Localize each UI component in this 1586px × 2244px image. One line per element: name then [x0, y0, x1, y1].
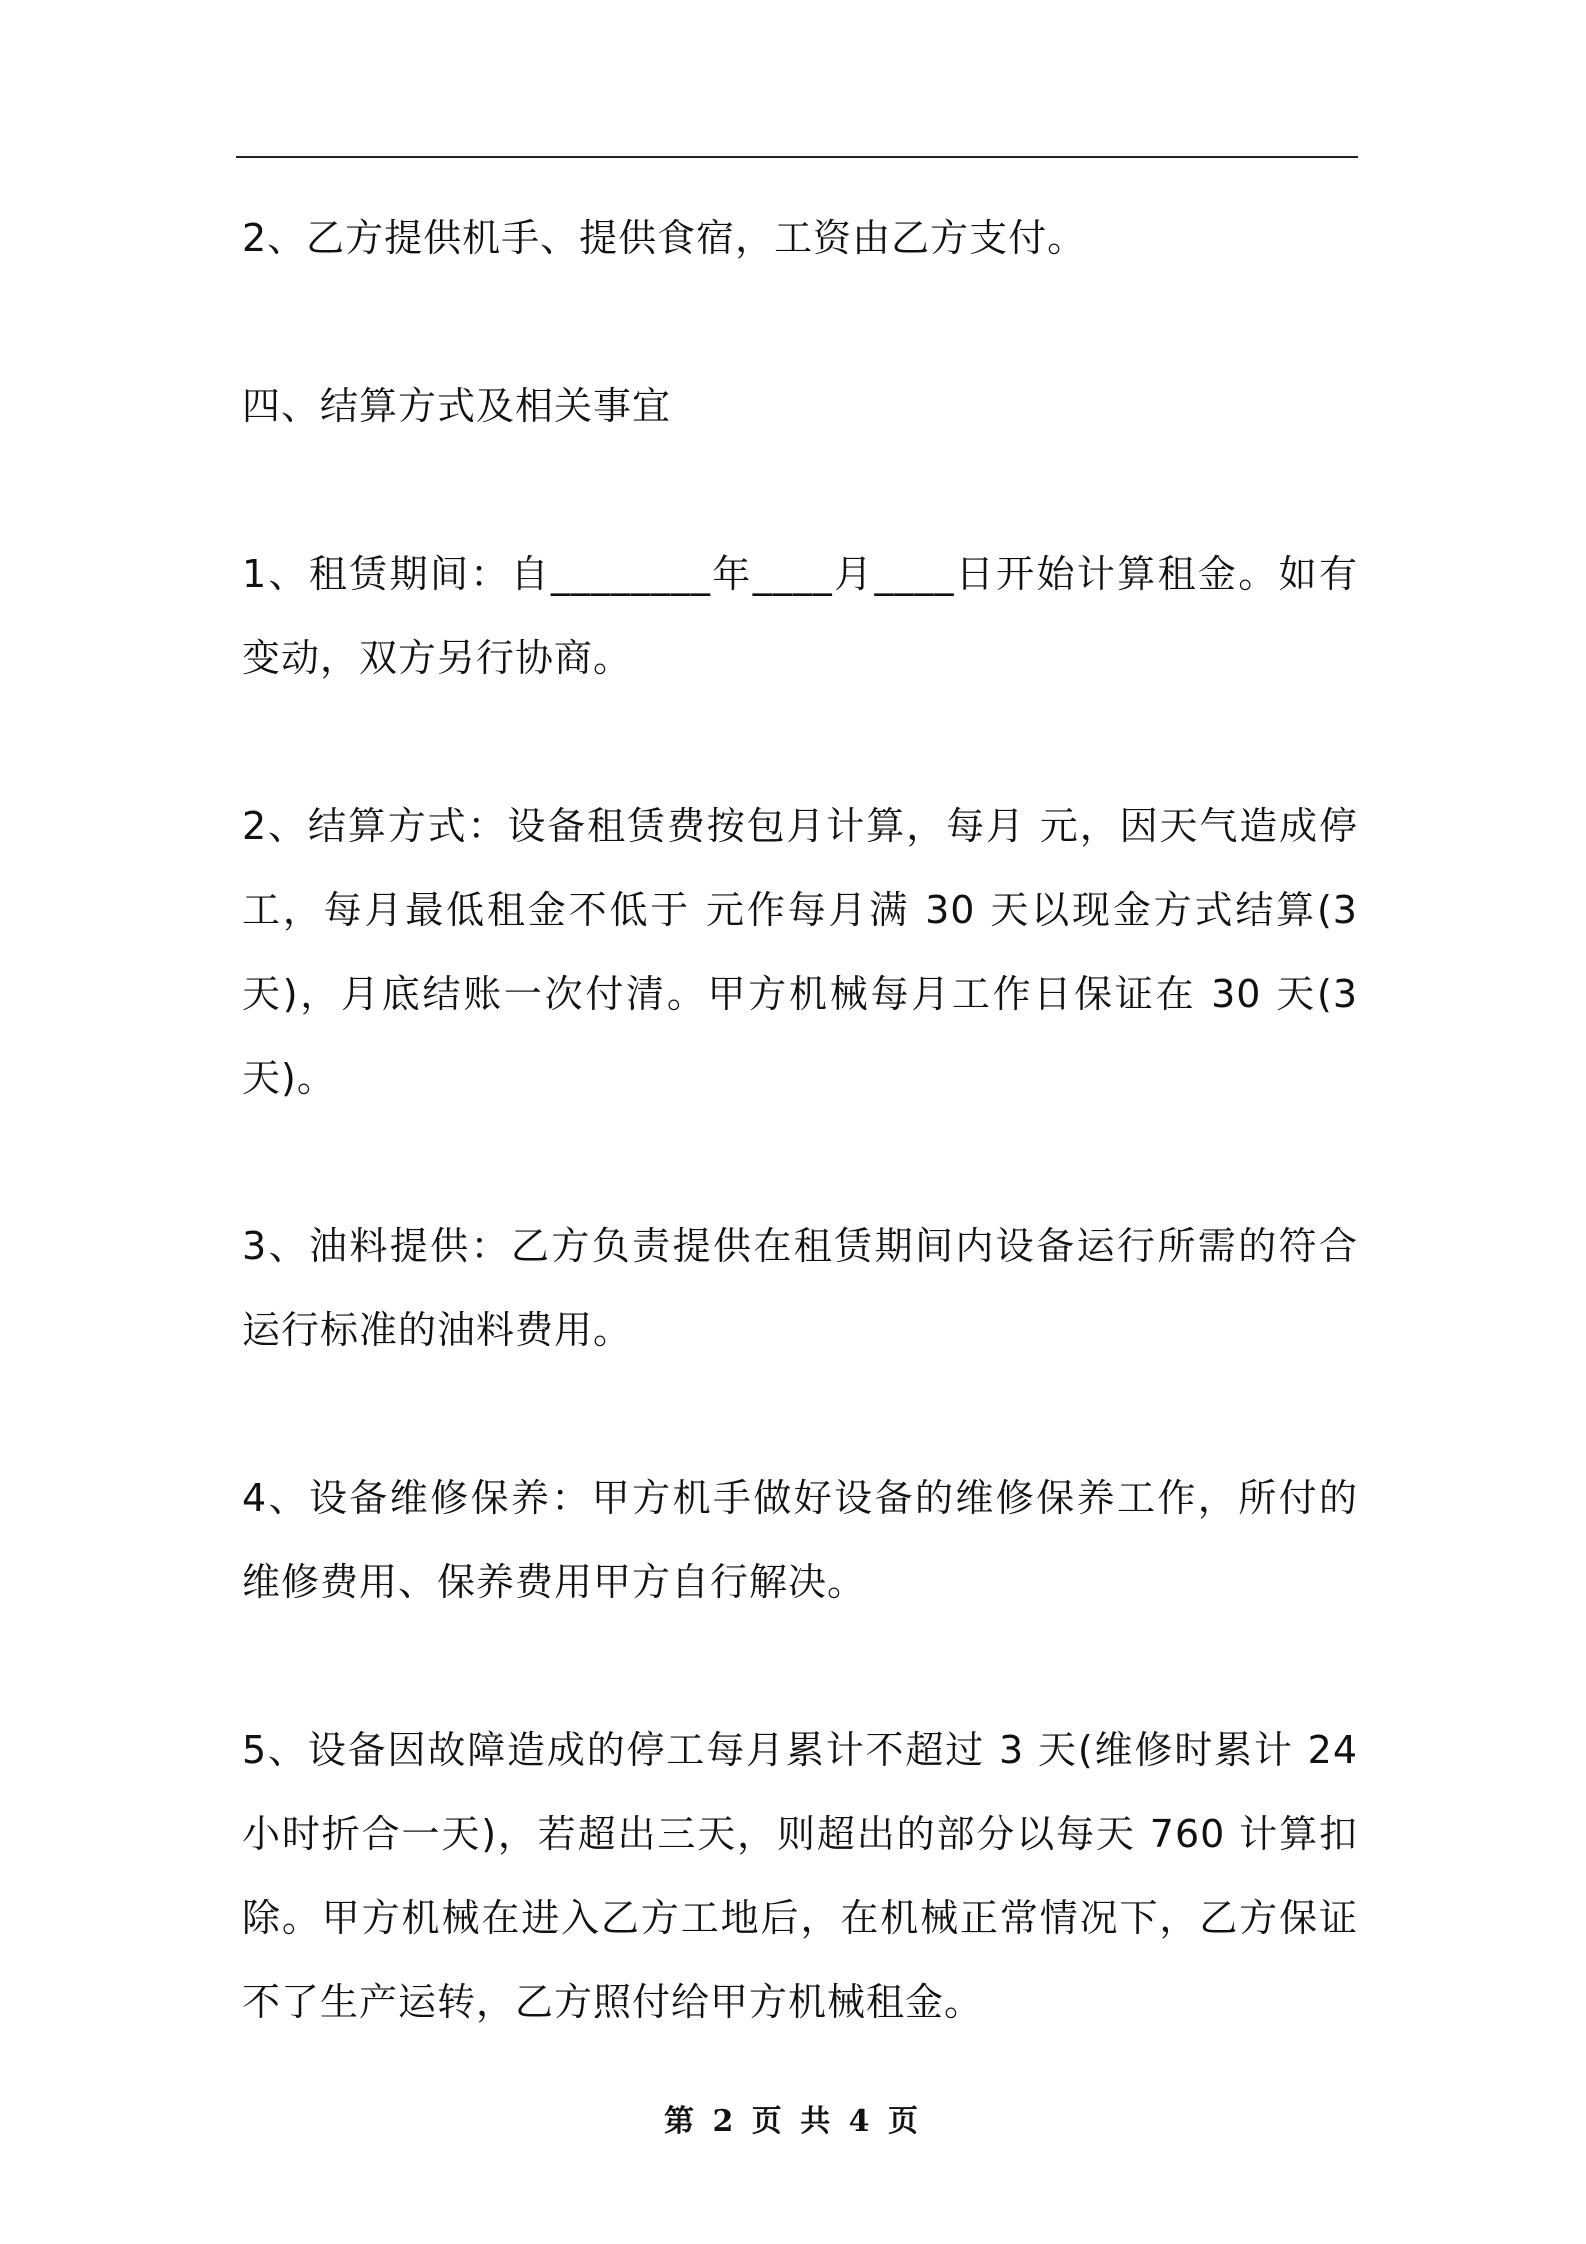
paragraph-gap [242, 1120, 1358, 1204]
paragraph-lease-period: 1、租赁期间：自________年____月____日开始计算租金。如有变动，双方另行协商。 [242, 552, 1358, 680]
header-rule [236, 156, 1358, 158]
paragraph-gap [242, 448, 1358, 532]
page-number-footer: 第 2 页 共 4 页 [664, 2104, 922, 2139]
document-body [242, 196, 1358, 2044]
paragraph-worker-provision: 2、乙方提供机手、提供食宿，工资由乙方支付。 [242, 216, 1087, 260]
paragraph-gap [242, 1372, 1358, 1456]
paragraph-fuel-supply: 3、油料提供：乙方负责提供在租赁期间内设备运行所需的符合运行标准的油料费用。 [242, 1224, 1358, 1352]
paragraph-downtime: 5、设备因故障造成的停工每月累计不超过 3 天(维修时累计 24 小时折合一天)，若超出三天，则超出的部分以每天 760 计算扣除。甲方机械在进入乙方工地后，在机械正常情况下，乙方保证不了生产运转，乙方照付给甲方机械租金。 [242, 1728, 1358, 2024]
paragraph-gap [242, 700, 1358, 784]
paragraph-settlement-method: 2、结算方式：设备租赁费按包月计算，每月 元，因天气造成停工，每月最低租金不低于 元作每月满 30 天以现金方式结算(3 天)，月底结账一次付清。甲方机械每月工作日保证在 30 天(3 天)。 [242, 804, 1358, 1100]
paragraph-maintenance: 4、设备维修保养：甲方机手做好设备的维修保养工作，所付的维修费用、保养费用甲方自行解决。 [242, 1476, 1358, 1604]
section-heading-settlement: 四、结算方式及相关事宜 [242, 384, 672, 428]
paragraph-gap [242, 1624, 1358, 1708]
paragraph-gap [242, 280, 1358, 364]
